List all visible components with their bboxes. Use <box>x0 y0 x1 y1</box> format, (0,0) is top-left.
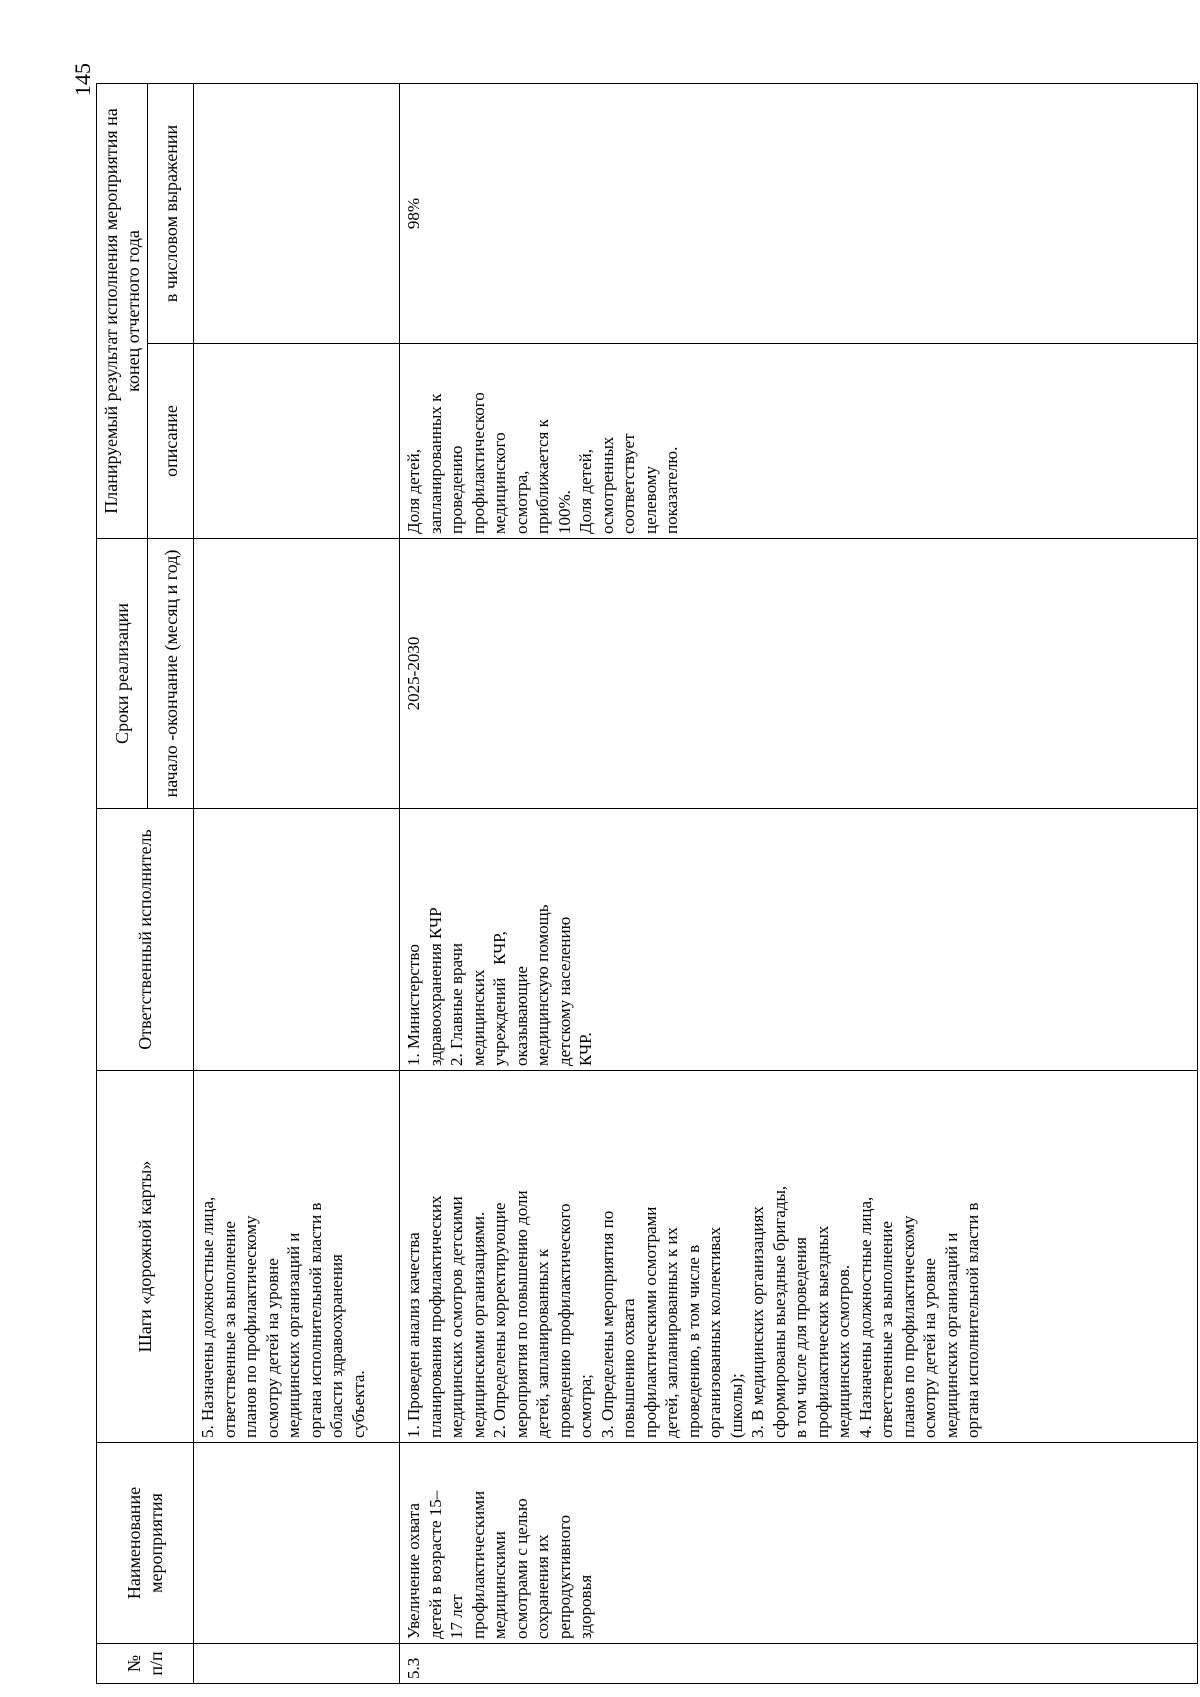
roadmap-table <box>96 83 1198 1684</box>
header-num: № п/п <box>97 1644 194 1684</box>
row-value <box>194 84 400 344</box>
header-steps: Шаги «дорожной карты» <box>97 1071 194 1443</box>
header-name: Наименование мероприятия <box>97 1443 194 1644</box>
header-result-description: описание <box>148 344 194 539</box>
table-row <box>400 84 1198 1684</box>
header-result: Планируемый результат исполнения мероприятия на конец отчетного года <box>97 84 148 539</box>
row-name <box>194 1443 400 1644</box>
row-description <box>194 344 400 539</box>
header-terms: Сроки реализации <box>97 539 148 809</box>
rotated-page <box>96 84 1196 1684</box>
row-responsible <box>194 809 400 1071</box>
row-description: Доля детей, запланированных к проведению профилактического медицинского осмотра, приближается к 100%. Доля детей, осмотренных соответствует целевому показателю. <box>400 344 1198 539</box>
row-terms: 2025-2030 <box>400 539 1198 809</box>
row-steps: 1. Проведен анализ качества планирования профилактических медицинских осмотров детскими медицинскими организациями. 2. Определены корректирующие мероприятия по повышению доли детей, запланированных к проведению профилактического осмотра; 3. Определены мероприятия по повышению охвата профилактическими осмотрами детей, запланированных к их проведению, в том числе в организованных коллективах (школы); 3. В медицинских организациях сформированы выездные бригады, в том числе для проведения профилактических выездных медицинских осмотров. 4. Назначены должностные лица, ответственные за выполнение планов по профилактическому осмотру детей на уровне медицинских организаций и органа исполнительной власти в <box>400 1071 1198 1443</box>
table-row <box>194 84 400 1684</box>
header-terms-sub: начало -окончание (месяц и год) <box>148 539 194 809</box>
row-value: 98% <box>400 84 1198 344</box>
page-number: 145 <box>70 63 95 96</box>
header-responsible: Ответственный исполнитель <box>97 809 194 1071</box>
row-steps: 5. Назначены должностные лица, ответственные за выполнение планов по профилактическому осмотру детей на уровне медицинских организаций и органа исполнительной власти в области здравоохранения субъекта. <box>194 1071 400 1443</box>
row-num <box>194 1644 400 1684</box>
row-num: 5.3 <box>400 1644 1198 1684</box>
row-terms <box>194 539 400 809</box>
row-responsible: 1. Министерство здравоохранения КЧР 2. Главные врачи медицинских учреждений КЧР, оказывающие медицинскую помощь детскому населению КЧР. <box>400 809 1198 1071</box>
header-result-value: в числовом выражении <box>148 84 194 344</box>
row-name: Увеличение охвата детей в возрасте 15– 17 лет профилактическими медицинскими осмотрами с целью сохранения их репродуктивного здоровья <box>400 1443 1198 1644</box>
